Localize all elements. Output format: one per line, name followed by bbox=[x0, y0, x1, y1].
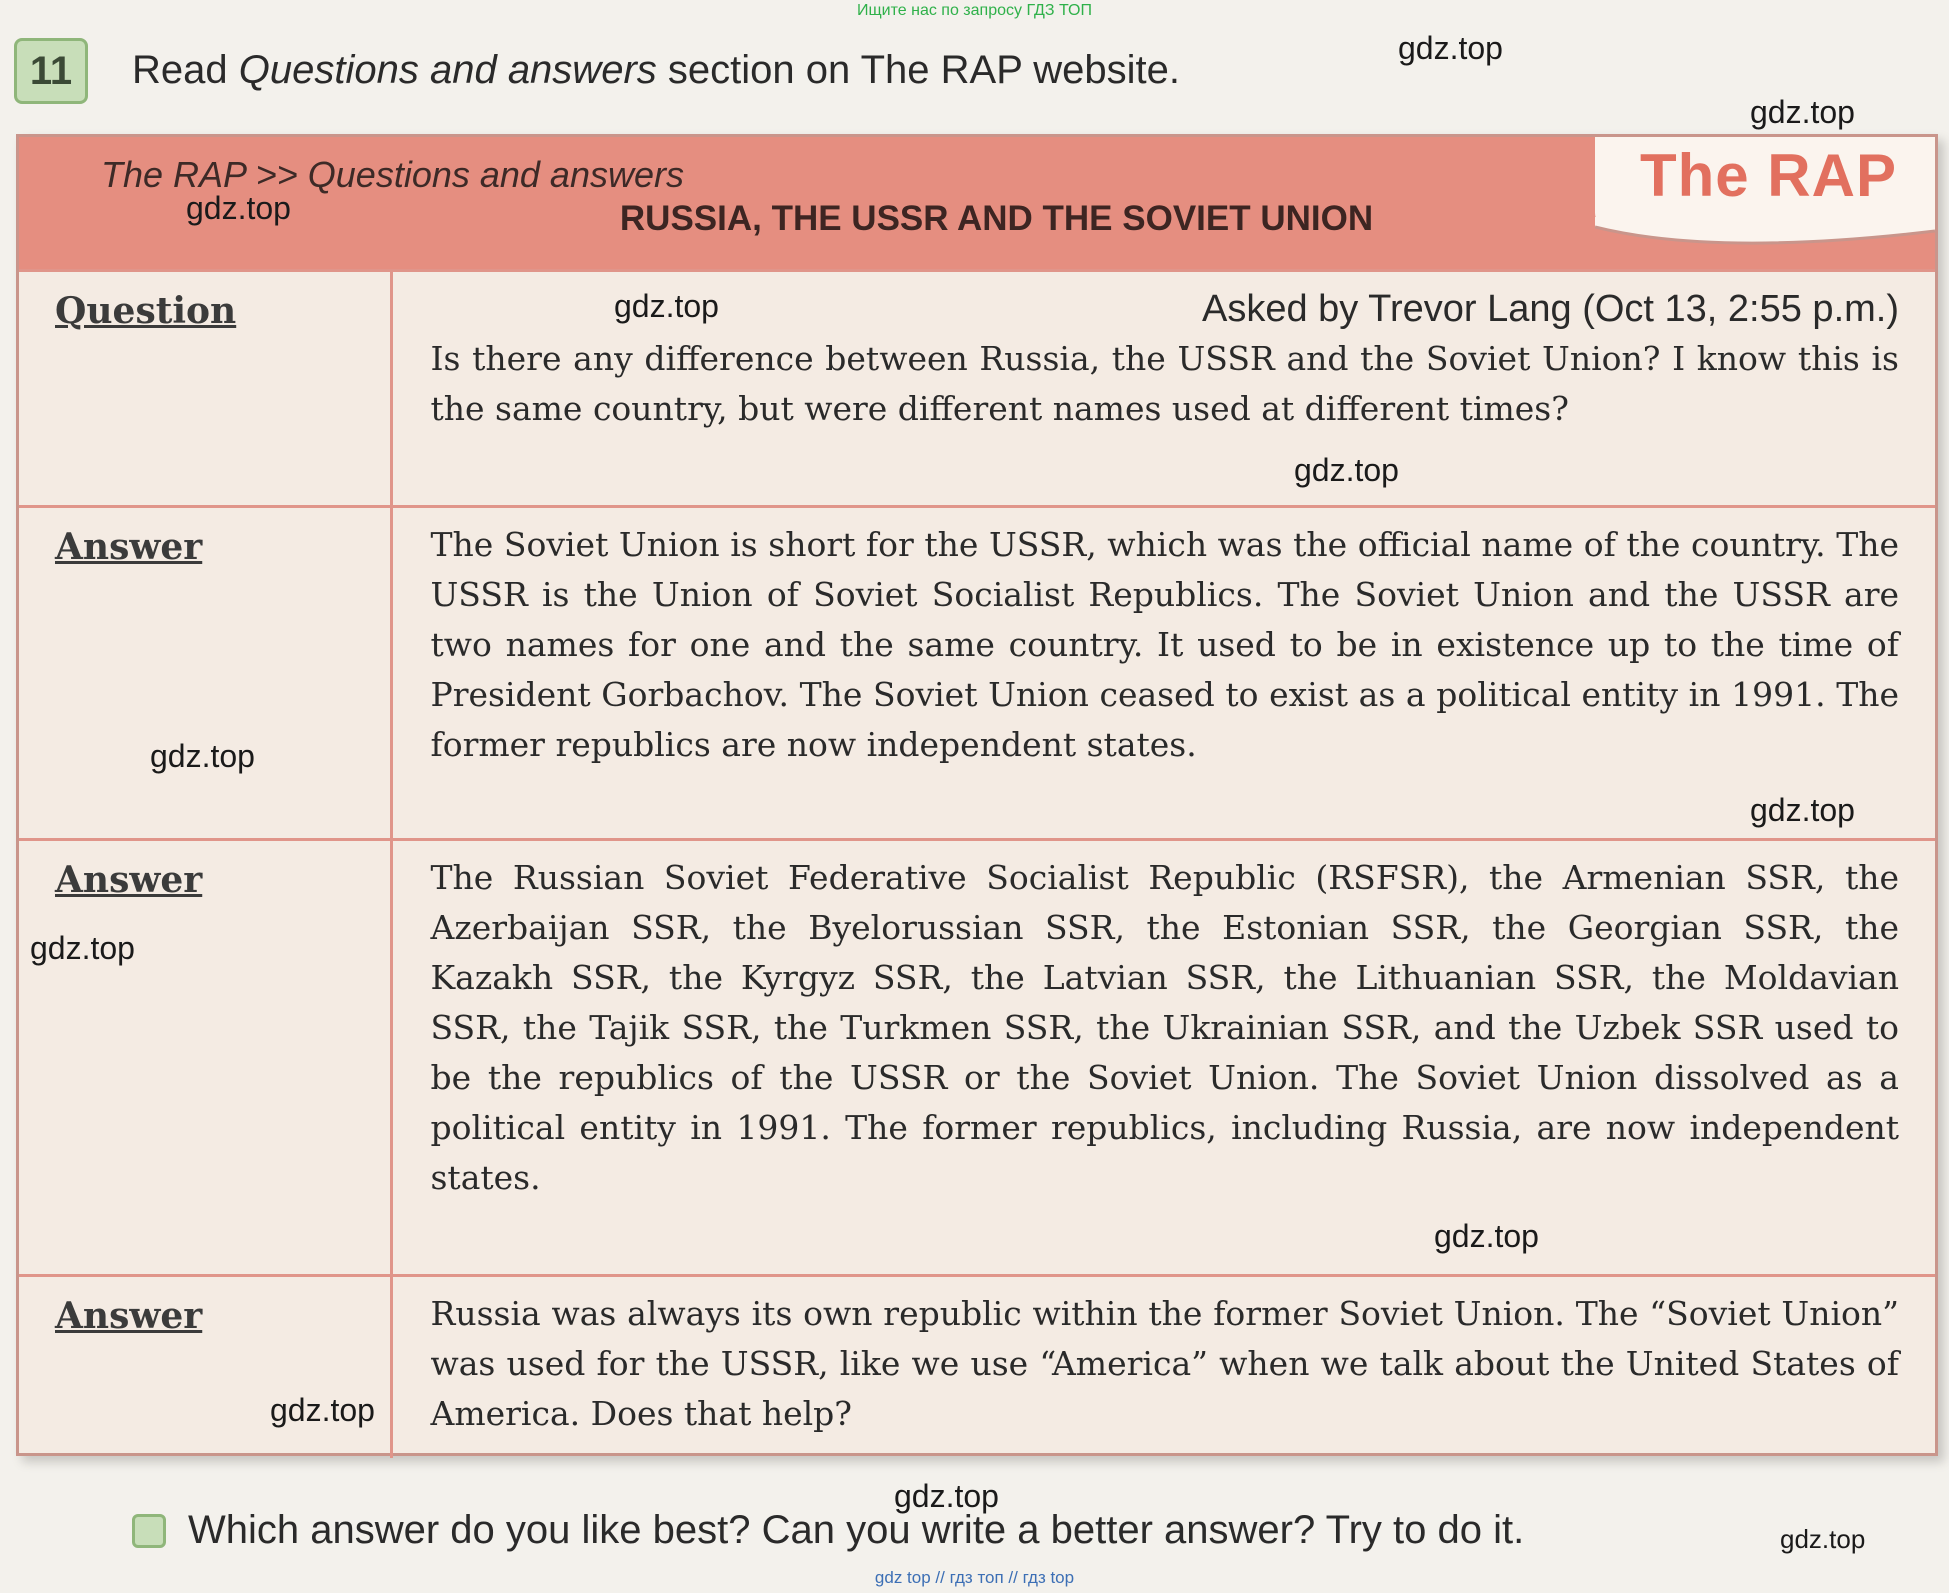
answer-text: Russia was always its own republic within the former Soviet Union. The “Soviet Union” was used for the USSR, like we use “America” when we talk about the United States of America. Does that help? bbox=[391, 1276, 1935, 1458]
footer-question: Which answer do you like best? Can you write a better answer? Try to do it. bbox=[188, 1508, 1525, 1552]
question-text: Is there any difference between Russia, the USSR and the Soviet Union? I know this is the same country, but were different names used at different times? bbox=[430, 339, 1899, 428]
bottom-banner: gdz top // гдз топ // гдз top bbox=[874, 1568, 1075, 1587]
answer-text: The Russian Soviet Federative Socialist Republic (RSFSR), the Armenian SSR, the Azerbaijan SSR, the Byelorussian SSR, the Estonian SSR, the Georgian SSR, the Kazakh SSR, the Kyrgyz SSR, the Latvian SSR, the Lithuanian SSR, the Moldavian SSR, the Tajik SSR, the Turkmen SSR, the Ukrainian SSR, and the Uzbek SSR used to be the republics of the USSR or the Soviet Union. The Soviet Union dissolved as a political entity in 1991. The former republics, including Russia, are now independent states. bbox=[391, 840, 1935, 1276]
table-row bbox=[19, 271, 1935, 507]
breadcrumb: The RAP >> Questions and answers bbox=[101, 154, 684, 195]
watermark: gdz.top bbox=[1434, 1218, 1539, 1254]
table-row bbox=[19, 1276, 1935, 1458]
top-banner: Ищите нас по запросу ГДЗ ТОП bbox=[857, 2, 1092, 19]
asked-by: Asked by Trevor Lang (Oct 13, 2:55 p.m.) bbox=[1202, 288, 1899, 330]
exercise-instruction bbox=[132, 48, 1180, 93]
row-label: Answer bbox=[19, 1276, 391, 1458]
watermark: gdz.top bbox=[894, 1478, 999, 1514]
watermark: gdz.top bbox=[1780, 1524, 1866, 1554]
panel-header bbox=[19, 137, 1935, 269]
watermark: gdz.top bbox=[270, 1392, 375, 1428]
rap-logo-text: The RAP bbox=[1639, 142, 1897, 209]
rap-website-panel bbox=[16, 134, 1938, 1456]
answer-text: The Soviet Union is short for the USSR, which was the official name of the country. The USSR is the Union of Soviet Socialist Republics. The Soviet Union and the USSR are two names for one and the same country. It used to be in existence up to the time of President Gorbachov. The Soviet Union ceased to exist as a political entity in 1991. The former republics are now independent states. bbox=[391, 507, 1935, 840]
table-row bbox=[19, 507, 1935, 840]
logo-swoosh-icon bbox=[1595, 217, 1935, 253]
row-label: Question bbox=[19, 271, 391, 507]
watermark: gdz.top bbox=[1294, 452, 1399, 488]
instruction-italic: Questions and answers bbox=[238, 48, 657, 92]
row-label: Answer bbox=[19, 840, 391, 1276]
instruction-post: section on The RAP website. bbox=[656, 48, 1181, 92]
watermark: gdz.top bbox=[150, 738, 255, 774]
exercise-number-badge: 11 bbox=[14, 38, 88, 104]
watermark: gdz.top bbox=[1398, 30, 1503, 66]
instruction-pre: Read bbox=[132, 48, 239, 92]
watermark: gdz.top bbox=[186, 190, 291, 226]
row-label: Answer bbox=[19, 507, 391, 840]
watermark: gdz.top bbox=[1750, 94, 1855, 130]
qa-table bbox=[19, 269, 1935, 1458]
watermark: gdz.top bbox=[614, 288, 719, 324]
watermark: gdz.top bbox=[30, 930, 135, 966]
rap-logo bbox=[1595, 137, 1935, 227]
table-row bbox=[19, 840, 1935, 1276]
section-title: RUSSIA, THE USSR AND THE SOVIET UNION bbox=[619, 199, 1374, 238]
watermark: gdz.top bbox=[1750, 792, 1855, 828]
